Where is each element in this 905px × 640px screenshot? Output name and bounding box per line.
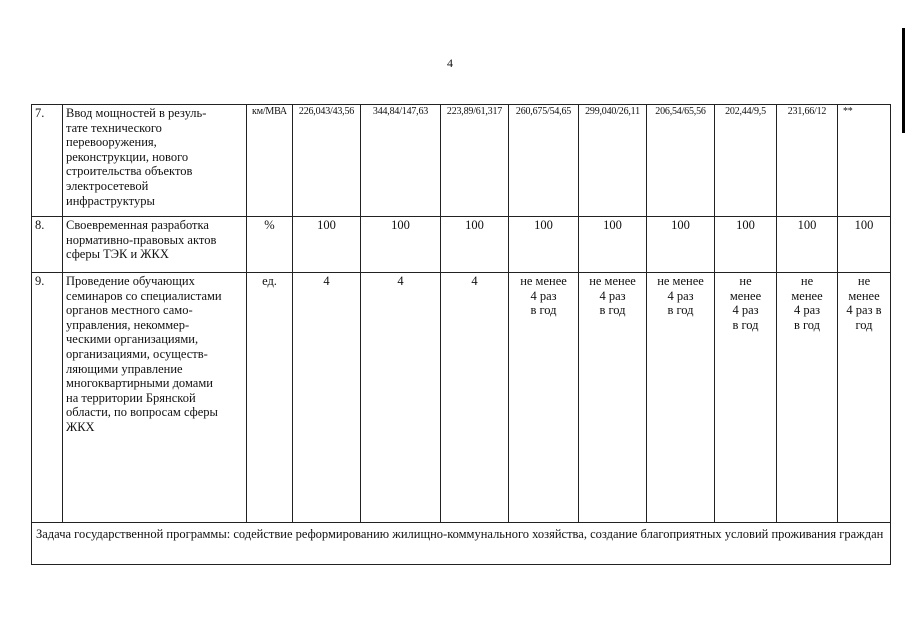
value-cell: 100 <box>293 217 361 273</box>
row-number: 9. <box>32 273 63 523</box>
value-cell: 344,84/147,63 <box>361 105 441 217</box>
value-cell: 100 <box>838 217 891 273</box>
value-cell: 206,54/65,56 <box>647 105 715 217</box>
value-cell: 4 <box>293 273 361 523</box>
table-row <box>32 105 891 217</box>
page-number: 4 <box>447 56 453 70</box>
indicators-table <box>31 104 891 565</box>
value-cell: 4 <box>441 273 509 523</box>
value-cell: 100 <box>715 217 777 273</box>
value-cell: не менее 4 раз в год <box>838 273 891 523</box>
value-cell: 100 <box>509 217 579 273</box>
program-task-text: Задача государственной программы: содействие реформированию жилищно-коммунального хозяйства, создание благоприятных условий проживания граждан <box>32 523 891 565</box>
value-cell: 100 <box>441 217 509 273</box>
value-cell: не менее 4 раз в год <box>777 273 838 523</box>
indicator-name: Ввод мощностей в резуль- тате технического перевооружения, реконструкции, нового строительства объектов электросетевой инфраструктуры <box>63 105 247 217</box>
value-cell: 299,040/26,11 <box>579 105 647 217</box>
program-task-row <box>32 523 891 565</box>
value-cell: не менее 4 раз в год <box>647 273 715 523</box>
indicator-name: Проведение обучающих семинаров со специалистами органов местного само- управления, некоммер- ческими организациями, организациями, осуществ- ляющими управление многоквартирными домами на территории Брянской области, по вопросам сферы ЖКХ <box>63 273 247 523</box>
value-cell: 4 <box>361 273 441 523</box>
value-cell: 226,043/43,56 <box>293 105 361 217</box>
value-cell: не менее 4 раз в год <box>715 273 777 523</box>
value-cell: не менее 4 раз в год <box>579 273 647 523</box>
table-row <box>32 273 891 523</box>
unit-cell: км/МВА <box>247 105 293 217</box>
value-cell: 100 <box>777 217 838 273</box>
value-cell: 223,89/61,317 <box>441 105 509 217</box>
row-number: 8. <box>32 217 63 273</box>
indicator-name: Своевременная разработка нормативно-правовых актов сферы ТЭК и ЖКХ <box>63 217 247 273</box>
value-cell: 260,675/54,65 <box>509 105 579 217</box>
value-cell: 202,44/9,5 <box>715 105 777 217</box>
value-cell: ** <box>838 105 891 217</box>
unit-cell: ед. <box>247 273 293 523</box>
value-cell: 100 <box>361 217 441 273</box>
row-number: 7. <box>32 105 63 217</box>
value-cell: 231,66/12 <box>777 105 838 217</box>
table-row <box>32 217 891 273</box>
value-cell: 100 <box>579 217 647 273</box>
value-cell: не менее 4 раз в год <box>509 273 579 523</box>
unit-cell: % <box>247 217 293 273</box>
value-cell: 100 <box>647 217 715 273</box>
